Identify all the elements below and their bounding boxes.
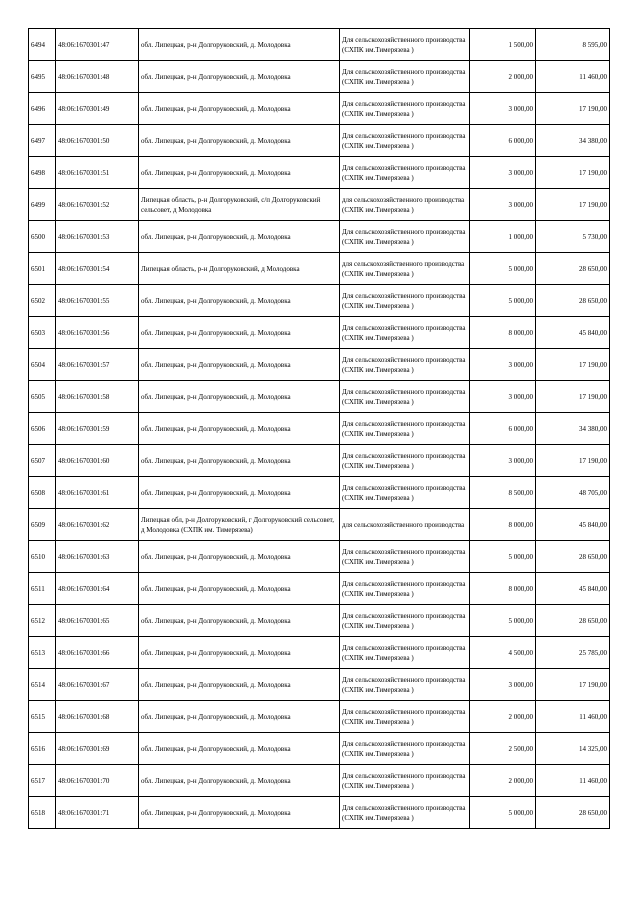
land-use-purpose-cell: Для сельскохозяйственного производства (СХПК им.Тимерязева ) bbox=[340, 541, 470, 573]
land-use-purpose-cell: Для сельскохозяйственного производства (СХПК им.Тимерязева ) bbox=[340, 477, 470, 509]
row-number-cell: 6516 bbox=[29, 733, 56, 765]
cadastral-number-cell: 48:06:1670301:59 bbox=[56, 413, 139, 445]
land-use-purpose-cell: Для сельскохозяйственного производства (СХПК им.Тимерязева ) bbox=[340, 381, 470, 413]
land-use-purpose-cell: Для сельскохозяйственного производства (СХПК им.Тимерязева ) bbox=[340, 701, 470, 733]
row-number-cell: 6518 bbox=[29, 797, 56, 829]
land-use-purpose-cell: для сельскохозяйственного производства (СХПК им.Тимерязева ) bbox=[340, 253, 470, 285]
cadastral-value-cell: 14 325,00 bbox=[536, 733, 610, 765]
cadastral-number-cell: 48:06:1670301:71 bbox=[56, 797, 139, 829]
cadastral-value-cell: 34 380,00 bbox=[536, 125, 610, 157]
cadastral-number-cell: 48:06:1670301:57 bbox=[56, 349, 139, 381]
cadastral-number-cell: 48:06:1670301:55 bbox=[56, 285, 139, 317]
row-number-cell: 6497 bbox=[29, 125, 56, 157]
cadastral-number-cell: 48:06:1670301:69 bbox=[56, 733, 139, 765]
area-cell: 3 000,00 bbox=[470, 349, 536, 381]
land-use-purpose-cell: Для сельскохозяйственного производства (СХПК им.Тимерязева ) bbox=[340, 669, 470, 701]
land-use-purpose-cell: Для сельскохозяйственного производства (СХПК им.Тимерязева ) bbox=[340, 733, 470, 765]
row-number-cell: 6502 bbox=[29, 285, 56, 317]
cadastral-number-cell: 48:06:1670301:49 bbox=[56, 93, 139, 125]
cadastral-value-cell: 45 840,00 bbox=[536, 573, 610, 605]
address-cell: обл. Липецкая, р-н Долгоруковский, д. Молодовка bbox=[139, 349, 340, 381]
row-number-cell: 6500 bbox=[29, 221, 56, 253]
cadastral-value-cell: 34 380,00 bbox=[536, 413, 610, 445]
cadastral-number-cell: 48:06:1670301:65 bbox=[56, 605, 139, 637]
cadastral-value-cell: 28 650,00 bbox=[536, 541, 610, 573]
land-use-purpose-cell: Для сельскохозяйственного производства (СХПК им.Тимерязева ) bbox=[340, 93, 470, 125]
row-number-cell: 6506 bbox=[29, 413, 56, 445]
cadastral-number-cell: 48:06:1670301:60 bbox=[56, 445, 139, 477]
address-cell: обл. Липецкая, р-н Долгоруковский, д. Молодовка bbox=[139, 477, 340, 509]
area-cell: 3 000,00 bbox=[470, 669, 536, 701]
address-cell: обл. Липецкая, р-н Долгоруковский, д. Молодовка bbox=[139, 445, 340, 477]
row-number-cell: 6508 bbox=[29, 477, 56, 509]
cadastral-number-cell: 48:06:1670301:48 bbox=[56, 61, 139, 93]
area-cell: 8 000,00 bbox=[470, 573, 536, 605]
area-cell: 6 000,00 bbox=[470, 413, 536, 445]
land-use-purpose-cell: Для сельскохозяйственного производства (СХПК им.Тимерязева ) bbox=[340, 61, 470, 93]
land-use-purpose-cell: Для сельскохозяйственного производства (СХПК им.Тимерязева ) bbox=[340, 221, 470, 253]
land-use-purpose-cell: Для сельскохозяйственного производства (СХПК им.Тимерязева ) bbox=[340, 573, 470, 605]
row-number-cell: 6501 bbox=[29, 253, 56, 285]
table-row bbox=[29, 701, 610, 733]
land-use-purpose-cell: Для сельскохозяйственного производства (СХПК им.Тимерязева ) bbox=[340, 637, 470, 669]
address-cell: обл. Липецкая, р-н Долгоруковский, д. Молодовка bbox=[139, 733, 340, 765]
land-use-purpose-cell: Для сельскохозяйственного производства (СХПК им.Тимерязева ) bbox=[340, 157, 470, 189]
cadastral-value-cell: 17 190,00 bbox=[536, 157, 610, 189]
address-cell: обл. Липецкая, р-н Долгоруковский, д. Молодовка bbox=[139, 669, 340, 701]
area-cell: 2 000,00 bbox=[470, 765, 536, 797]
cadastral-number-cell: 48:06:1670301:64 bbox=[56, 573, 139, 605]
cadastral-value-cell: 17 190,00 bbox=[536, 669, 610, 701]
row-number-cell: 6499 bbox=[29, 189, 56, 221]
table-row bbox=[29, 253, 610, 285]
table-row bbox=[29, 669, 610, 701]
land-use-purpose-cell: Для сельскохозяйственного производства (СХПК им.Тимерязева ) bbox=[340, 445, 470, 477]
row-number-cell: 6504 bbox=[29, 349, 56, 381]
table-row bbox=[29, 445, 610, 477]
land-use-purpose-cell: Для сельскохозяйственного производства (СХПК им.Тимерязева ) bbox=[340, 349, 470, 381]
cadastral-number-cell: 48:06:1670301:51 bbox=[56, 157, 139, 189]
area-cell: 8 500,00 bbox=[470, 477, 536, 509]
address-cell: Липецкая область, р-н Долгоруковский, с/п Долгоруковский сельсовет, д Молодовка bbox=[139, 189, 340, 221]
address-cell: обл. Липецкая, р-н Долгоруковский, д. Молодовка bbox=[139, 573, 340, 605]
area-cell: 5 000,00 bbox=[470, 285, 536, 317]
cadastral-number-cell: 48:06:1670301:68 bbox=[56, 701, 139, 733]
cadastral-value-cell: 28 650,00 bbox=[536, 797, 610, 829]
area-cell: 5 000,00 bbox=[470, 253, 536, 285]
row-number-cell: 6512 bbox=[29, 605, 56, 637]
row-number-cell: 6494 bbox=[29, 29, 56, 61]
cadastral-number-cell: 48:06:1670301:61 bbox=[56, 477, 139, 509]
cadastral-number-cell: 48:06:1670301:53 bbox=[56, 221, 139, 253]
table-row bbox=[29, 477, 610, 509]
land-use-purpose-cell: Для сельскохозяйственного производства (СХПК им.Тимерязева ) bbox=[340, 413, 470, 445]
area-cell: 2 500,00 bbox=[470, 733, 536, 765]
address-cell: обл. Липецкая, р-н Долгоруковский, д. Молодовка bbox=[139, 93, 340, 125]
table-row bbox=[29, 413, 610, 445]
table-row bbox=[29, 157, 610, 189]
land-use-purpose-cell: для сельскохозяйственного производства (СХПК им.Тимерязева ) bbox=[340, 189, 470, 221]
cadastral-number-cell: 48:06:1670301:54 bbox=[56, 253, 139, 285]
table-row bbox=[29, 285, 610, 317]
address-cell: Липецкая обл, р-н Долгоруковский, г Долгоруковский сельсовет, д Молодовка (СХПК им. Тимерязева) bbox=[139, 509, 340, 541]
cadastral-number-cell: 48:06:1670301:58 bbox=[56, 381, 139, 413]
cadastral-number-cell: 48:06:1670301:70 bbox=[56, 765, 139, 797]
row-number-cell: 6513 bbox=[29, 637, 56, 669]
address-cell: обл. Липецкая, р-н Долгоруковский, д. Молодовка bbox=[139, 765, 340, 797]
registry-table-body bbox=[29, 29, 610, 829]
address-cell: обл. Липецкая, р-н Долгоруковский, д. Молодовка bbox=[139, 285, 340, 317]
address-cell: обл. Липецкая, р-н Долгоруковский, д. Молодовка bbox=[139, 541, 340, 573]
cadastral-value-cell: 11 460,00 bbox=[536, 701, 610, 733]
cadastral-number-cell: 48:06:1670301:52 bbox=[56, 189, 139, 221]
table-row bbox=[29, 61, 610, 93]
address-cell: обл. Липецкая, р-н Долгоруковский, д. Молодовка bbox=[139, 381, 340, 413]
cadastral-value-cell: 11 460,00 bbox=[536, 61, 610, 93]
land-use-purpose-cell: Для сельскохозяйственного производства (СХПК им.Тимерязева ) bbox=[340, 765, 470, 797]
table-row bbox=[29, 349, 610, 381]
row-number-cell: 6503 bbox=[29, 317, 56, 349]
area-cell: 3 000,00 bbox=[470, 445, 536, 477]
land-use-purpose-cell: Для сельскохозяйственного производства (СХПК им.Тимерязева ) bbox=[340, 125, 470, 157]
row-number-cell: 6495 bbox=[29, 61, 56, 93]
cadastral-value-cell: 28 650,00 bbox=[536, 253, 610, 285]
area-cell: 5 000,00 bbox=[470, 541, 536, 573]
row-number-cell: 6517 bbox=[29, 765, 56, 797]
land-use-purpose-cell: Для сельскохозяйственного производства (СХПК им.Тимерязева ) bbox=[340, 317, 470, 349]
cadastral-number-cell: 48:06:1670301:66 bbox=[56, 637, 139, 669]
area-cell: 3 000,00 bbox=[470, 189, 536, 221]
cadastral-number-cell: 48:06:1670301:62 bbox=[56, 509, 139, 541]
cadastral-value-cell: 45 840,00 bbox=[536, 317, 610, 349]
cadastral-number-cell: 48:06:1670301:50 bbox=[56, 125, 139, 157]
cadastral-value-cell: 28 650,00 bbox=[536, 285, 610, 317]
table-row bbox=[29, 125, 610, 157]
land-plot-registry-table bbox=[28, 28, 610, 829]
address-cell: обл. Липецкая, р-н Долгоруковский, д. Молодовка bbox=[139, 605, 340, 637]
area-cell: 8 000,00 bbox=[470, 509, 536, 541]
cadastral-number-cell: 48:06:1670301:63 bbox=[56, 541, 139, 573]
cadastral-value-cell: 8 595,00 bbox=[536, 29, 610, 61]
area-cell: 3 000,00 bbox=[470, 381, 536, 413]
cadastral-value-cell: 25 785,00 bbox=[536, 637, 610, 669]
table-row bbox=[29, 733, 610, 765]
cadastral-value-cell: 5 730,00 bbox=[536, 221, 610, 253]
row-number-cell: 6511 bbox=[29, 573, 56, 605]
table-row bbox=[29, 541, 610, 573]
table-row bbox=[29, 765, 610, 797]
cadastral-number-cell: 48:06:1670301:56 bbox=[56, 317, 139, 349]
cadastral-value-cell: 48 705,00 bbox=[536, 477, 610, 509]
row-number-cell: 6507 bbox=[29, 445, 56, 477]
area-cell: 2 000,00 bbox=[470, 61, 536, 93]
address-cell: обл. Липецкая, р-н Долгоруковский, д. Молодовка bbox=[139, 701, 340, 733]
address-cell: обл. Липецкая, р-н Долгоруковский, д. Молодовка bbox=[139, 797, 340, 829]
table-row bbox=[29, 189, 610, 221]
table-row bbox=[29, 29, 610, 61]
area-cell: 5 000,00 bbox=[470, 605, 536, 637]
cadastral-number-cell: 48:06:1670301:47 bbox=[56, 29, 139, 61]
address-cell: обл. Липецкая, р-н Долгоруковский, д. Молодовка bbox=[139, 157, 340, 189]
address-cell: обл. Липецкая, р-н Долгоруковский, д. Молодовка bbox=[139, 221, 340, 253]
area-cell: 2 000,00 bbox=[470, 701, 536, 733]
land-use-purpose-cell: Для сельскохозяйственного производства (СХПК им.Тимерязева ) bbox=[340, 797, 470, 829]
table-row bbox=[29, 93, 610, 125]
cadastral-value-cell: 45 840,00 bbox=[536, 509, 610, 541]
address-cell: Липецкая область, р-н Долгоруковский, д Молодовка bbox=[139, 253, 340, 285]
address-cell: обл. Липецкая, р-н Долгоруковский, д. Молодовка bbox=[139, 317, 340, 349]
table-row bbox=[29, 317, 610, 349]
row-number-cell: 6510 bbox=[29, 541, 56, 573]
cadastral-value-cell: 17 190,00 bbox=[536, 445, 610, 477]
area-cell: 3 000,00 bbox=[470, 157, 536, 189]
area-cell: 4 500,00 bbox=[470, 637, 536, 669]
table-row bbox=[29, 381, 610, 413]
land-use-purpose-cell: Для сельскохозяйственного производства (СХПК им.Тимерязева ) bbox=[340, 285, 470, 317]
land-use-purpose-cell: Для сельскохозяйственного производства (СХПК им.Тимерязева ) bbox=[340, 605, 470, 637]
table-row bbox=[29, 509, 610, 541]
row-number-cell: 6514 bbox=[29, 669, 56, 701]
cadastral-value-cell: 17 190,00 bbox=[536, 189, 610, 221]
cadastral-value-cell: 28 650,00 bbox=[536, 605, 610, 637]
table-row bbox=[29, 637, 610, 669]
row-number-cell: 6505 bbox=[29, 381, 56, 413]
cadastral-value-cell: 17 190,00 bbox=[536, 349, 610, 381]
row-number-cell: 6509 bbox=[29, 509, 56, 541]
address-cell: обл. Липецкая, р-н Долгоруковский, д. Молодовка bbox=[139, 637, 340, 669]
cadastral-value-cell: 11 460,00 bbox=[536, 765, 610, 797]
address-cell: обл. Липецкая, р-н Долгоруковский, д. Молодовка bbox=[139, 413, 340, 445]
table-row bbox=[29, 605, 610, 637]
area-cell: 8 000,00 bbox=[470, 317, 536, 349]
cadastral-number-cell: 48:06:1670301:67 bbox=[56, 669, 139, 701]
area-cell: 1 000,00 bbox=[470, 221, 536, 253]
land-use-purpose-cell: для сельскохозяйственного производства bbox=[340, 509, 470, 541]
table-row bbox=[29, 797, 610, 829]
cadastral-value-cell: 17 190,00 bbox=[536, 93, 610, 125]
cadastral-value-cell: 17 190,00 bbox=[536, 381, 610, 413]
address-cell: обл. Липецкая, р-н Долгоруковский, д. Молодовка bbox=[139, 61, 340, 93]
row-number-cell: 6498 bbox=[29, 157, 56, 189]
row-number-cell: 6496 bbox=[29, 93, 56, 125]
row-number-cell: 6515 bbox=[29, 701, 56, 733]
address-cell: обл. Липецкая, р-н Долгоруковский, д. Молодовка bbox=[139, 29, 340, 61]
area-cell: 5 000,00 bbox=[470, 797, 536, 829]
area-cell: 6 000,00 bbox=[470, 125, 536, 157]
land-use-purpose-cell: Для сельскохозяйственного производства (СХПК им.Тимерязева ) bbox=[340, 29, 470, 61]
area-cell: 3 000,00 bbox=[470, 93, 536, 125]
table-row bbox=[29, 221, 610, 253]
table-row bbox=[29, 573, 610, 605]
area-cell: 1 500,00 bbox=[470, 29, 536, 61]
address-cell: обл. Липецкая, р-н Долгоруковский, д. Молодовка bbox=[139, 125, 340, 157]
